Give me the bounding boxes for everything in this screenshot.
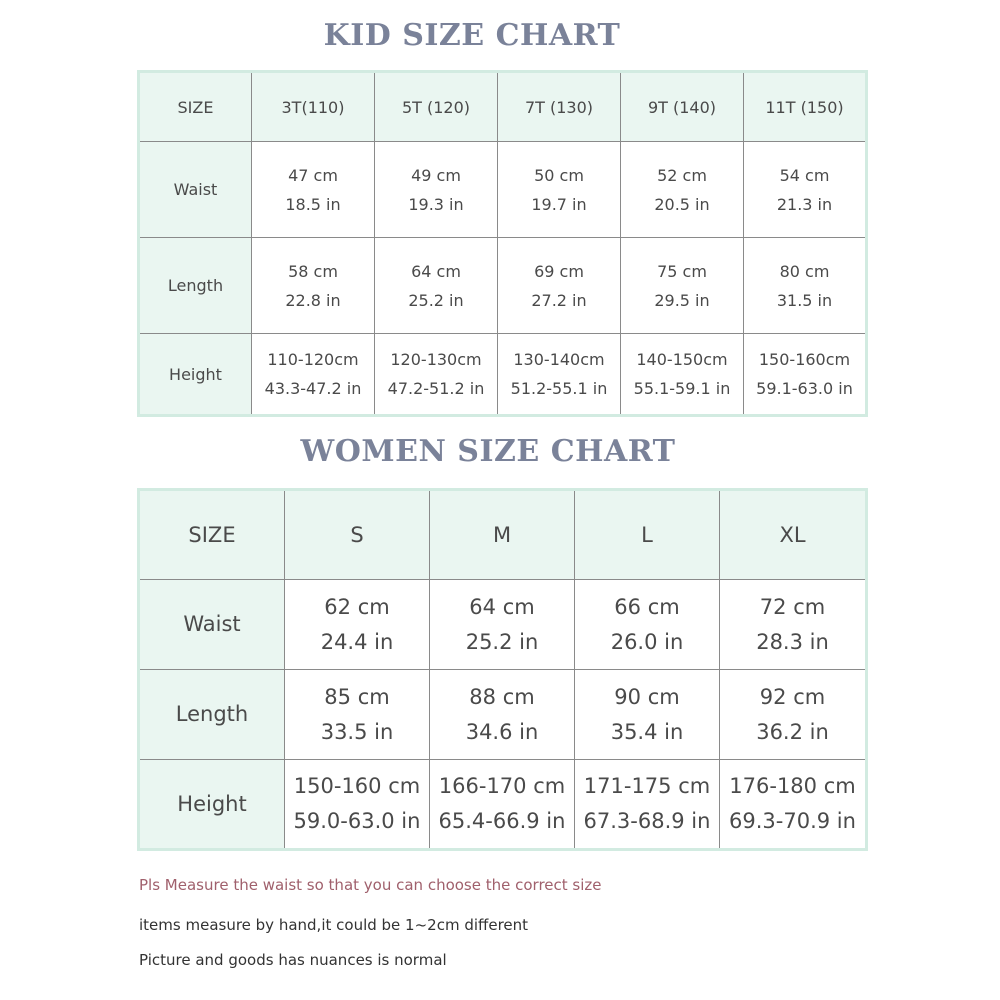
table-cell xyxy=(285,580,430,670)
in-value: 19.3 in xyxy=(408,194,464,214)
table-row xyxy=(139,142,867,238)
cm-value: 176-180 cm xyxy=(729,774,856,798)
cm-value: 64 cm xyxy=(469,594,535,619)
header-cell: XL xyxy=(720,490,867,580)
header-cell: M xyxy=(430,490,575,580)
in-value: 67.3-68.9 in xyxy=(583,809,711,833)
row-label: Height xyxy=(139,334,252,416)
in-value: 29.5 in xyxy=(654,290,710,310)
cm-value: 50 cm xyxy=(534,165,584,185)
cm-value: 85 cm xyxy=(324,684,390,709)
header-cell: SIZE xyxy=(139,490,285,580)
table-cell xyxy=(285,670,430,760)
in-value: 26.0 in xyxy=(610,629,684,654)
header-cell: 5T (120) xyxy=(375,72,498,142)
table-cell xyxy=(575,580,720,670)
in-value: 24.4 in xyxy=(320,629,394,654)
table-cell xyxy=(621,334,744,416)
cm-value: 58 cm xyxy=(288,261,338,281)
measure-note: Pls Measure the waist so that you can choose the correct size xyxy=(139,876,602,894)
table-cell xyxy=(720,670,867,760)
cm-value: 75 cm xyxy=(657,261,707,281)
in-value: 47.2-51.2 in xyxy=(387,379,485,398)
header-cell: 7T (130) xyxy=(498,72,621,142)
in-value: 28.3 in xyxy=(756,629,829,654)
cm-value: 140-150cm xyxy=(636,350,728,369)
in-value: 22.8 in xyxy=(285,290,341,310)
table-cell xyxy=(498,334,621,416)
table-cell xyxy=(621,238,744,334)
row-label: Height xyxy=(139,760,285,850)
table-cell xyxy=(375,142,498,238)
table-header-row xyxy=(139,72,867,142)
in-value: 25.2 in xyxy=(465,629,539,654)
table-header-row xyxy=(139,490,867,580)
cm-value: 150-160 cm xyxy=(293,774,421,798)
in-value: 55.1-59.1 in xyxy=(633,379,731,398)
cm-value: 110-120cm xyxy=(267,350,359,369)
cm-value: 166-170 cm xyxy=(438,774,566,798)
table-cell xyxy=(744,142,867,238)
table-cell xyxy=(252,238,375,334)
table-cell xyxy=(375,238,498,334)
header-cell: S xyxy=(285,490,430,580)
picture-nuance-note: Picture and goods has nuances is normal xyxy=(139,951,447,969)
in-value: 25.2 in xyxy=(408,290,464,310)
table-cell xyxy=(720,760,867,850)
table-row xyxy=(139,760,867,850)
in-value: 20.5 in xyxy=(654,194,710,214)
cm-value: 64 cm xyxy=(411,261,461,281)
cm-value: 69 cm xyxy=(534,261,584,281)
cm-value: 66 cm xyxy=(614,594,680,619)
cm-value: 80 cm xyxy=(779,261,830,281)
cm-value: 49 cm xyxy=(411,165,461,185)
in-value: 69.3-70.9 in xyxy=(729,809,856,833)
header-cell: 9T (140) xyxy=(621,72,744,142)
in-value: 18.5 in xyxy=(285,194,341,214)
in-value: 65.4-66.9 in xyxy=(438,809,566,833)
table-cell xyxy=(430,760,575,850)
table-cell xyxy=(252,142,375,238)
cm-value: 52 cm xyxy=(657,165,707,185)
table-cell xyxy=(720,580,867,670)
table-cell xyxy=(744,238,867,334)
women-size-chart-title: WOMEN SIZE CHART xyxy=(300,434,676,469)
cm-value: 92 cm xyxy=(759,684,826,709)
cm-value: 47 cm xyxy=(288,165,338,185)
cm-value: 150-160cm xyxy=(758,350,851,369)
in-value: 35.4 in xyxy=(610,719,684,744)
header-cell: 11T (150) xyxy=(744,72,867,142)
women-size-table xyxy=(137,488,868,851)
table-cell xyxy=(252,334,375,416)
cm-value: 72 cm xyxy=(759,594,826,619)
cm-value: 54 cm xyxy=(779,165,830,185)
table-cell xyxy=(498,238,621,334)
table-cell xyxy=(575,670,720,760)
in-value: 21.3 in xyxy=(776,194,833,214)
row-label: Length xyxy=(139,238,252,334)
kid-size-chart-title: KID SIZE CHART xyxy=(323,18,621,53)
cm-value: 171-175 cm xyxy=(583,774,711,798)
cm-value: 62 cm xyxy=(324,594,390,619)
table-cell xyxy=(430,670,575,760)
table-cell xyxy=(621,142,744,238)
row-label: Length xyxy=(139,670,285,760)
cm-value: 130-140cm xyxy=(513,350,605,369)
in-value: 19.7 in xyxy=(531,194,587,214)
table-cell xyxy=(375,334,498,416)
cm-value: 90 cm xyxy=(614,684,680,709)
hand-measure-note: items measure by hand,it could be 1~2cm different xyxy=(139,916,529,934)
in-value: 43.3-47.2 in xyxy=(264,379,362,398)
header-cell: L xyxy=(575,490,720,580)
table-row xyxy=(139,580,867,670)
in-value: 59.0-63.0 in xyxy=(293,809,421,833)
row-label: Waist xyxy=(139,580,285,670)
in-value: 36.2 in xyxy=(756,719,829,744)
row-label: Waist xyxy=(139,142,252,238)
in-value: 59.1-63.0 in xyxy=(756,379,853,398)
header-cell: 3T(110) xyxy=(252,72,375,142)
in-value: 51.2-55.1 in xyxy=(510,379,608,398)
table-cell xyxy=(285,760,430,850)
table-cell xyxy=(498,142,621,238)
table-row xyxy=(139,334,867,416)
table-row xyxy=(139,670,867,760)
table-row xyxy=(139,238,867,334)
in-value: 34.6 in xyxy=(465,719,539,744)
table-cell xyxy=(575,760,720,850)
header-cell: SIZE xyxy=(139,72,252,142)
kid-size-table xyxy=(137,70,868,417)
table-cell xyxy=(430,580,575,670)
cm-value: 120-130cm xyxy=(390,350,482,369)
in-value: 33.5 in xyxy=(320,719,394,744)
table-cell xyxy=(744,334,867,416)
cm-value: 88 cm xyxy=(469,684,535,709)
in-value: 31.5 in xyxy=(776,290,833,310)
in-value: 27.2 in xyxy=(531,290,587,310)
